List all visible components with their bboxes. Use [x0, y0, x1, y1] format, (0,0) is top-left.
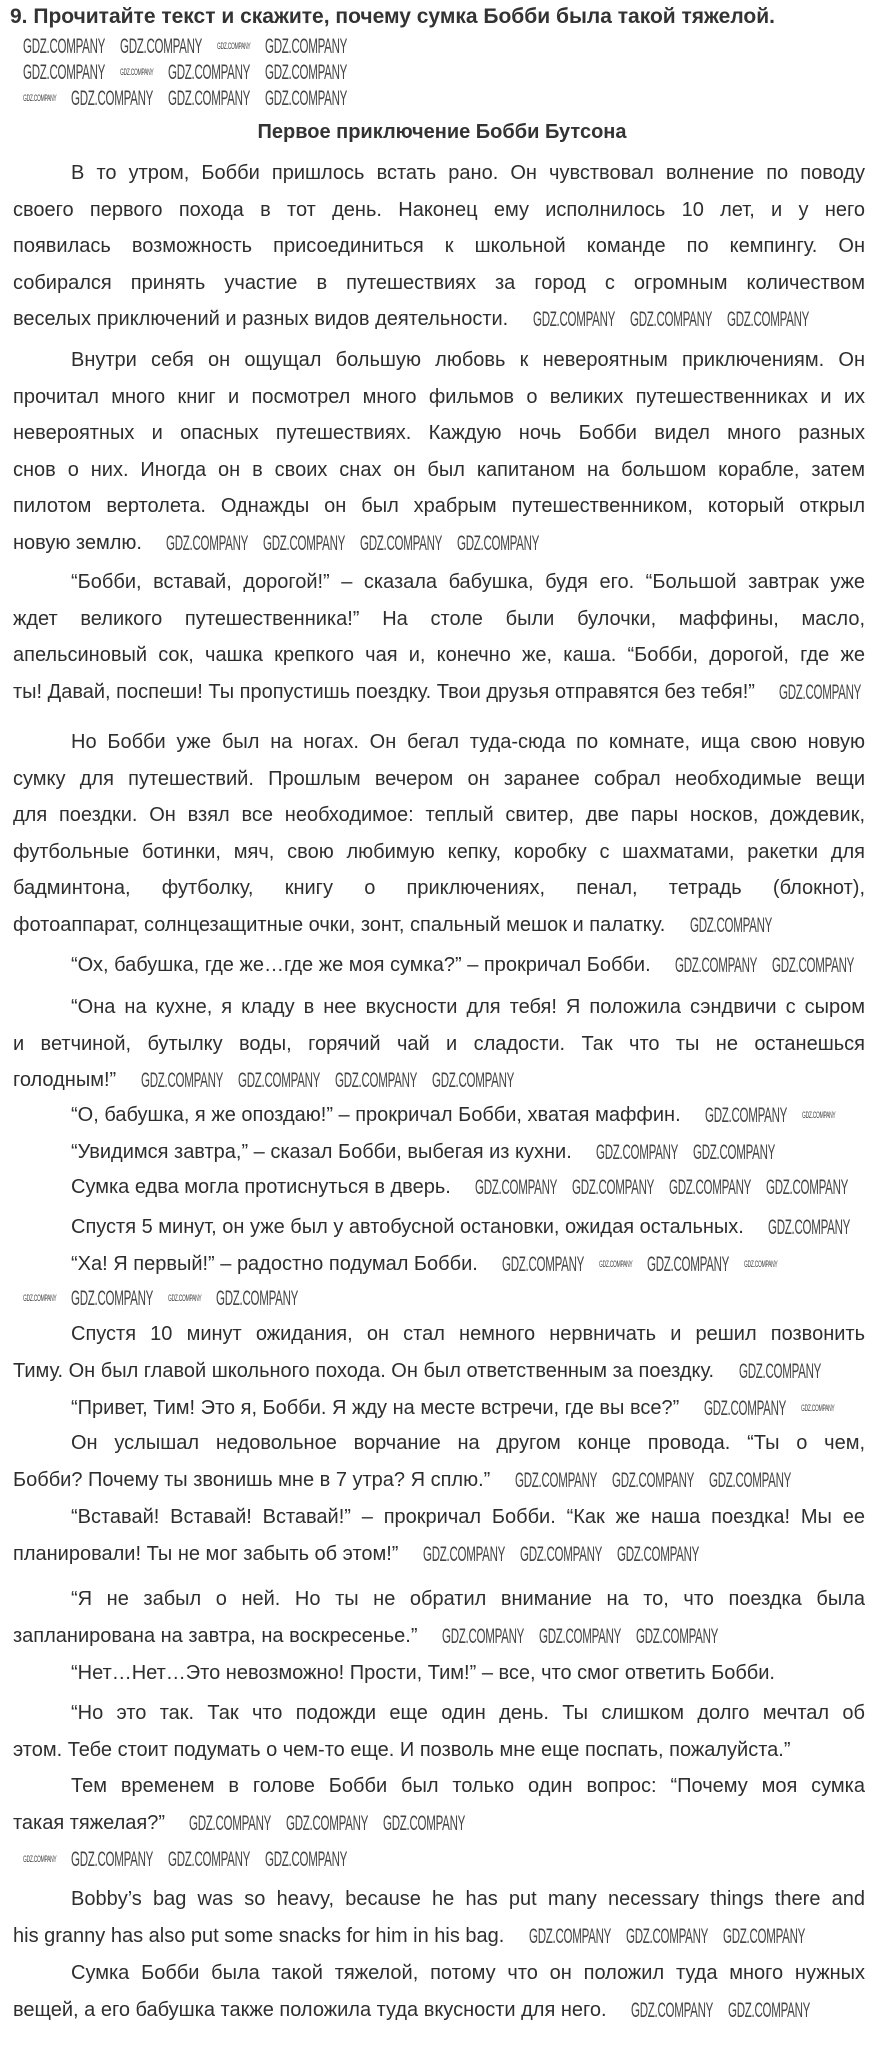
text-line: “Вставай! Вставай! Вставай!” – прокричал Бобби. “Как же наша поездка! Мы ее	[71, 1506, 865, 1528]
watermark: GDZ.COMPANY	[690, 913, 773, 937]
watermark: GDZ.COMPANY	[265, 1848, 348, 1871]
text-line: вещей, а его бабушка также положила туда вкусности для него.	[13, 1998, 607, 2021]
watermark: GDZ.COMPANY	[647, 1253, 730, 1276]
watermark: GDZ.COMPANY	[502, 1253, 585, 1276]
text-line: невероятных и опасных путешествиях. Каждую ночь Бобби видел много разных	[13, 422, 865, 444]
watermark: GDZ.COMPANY	[216, 1287, 299, 1310]
watermark: GDZ.COMPANY	[705, 1104, 788, 1127]
text-line: сумку для путешествий. Прошлым вечером он заранее собрал необходимые вещи	[13, 767, 865, 790]
watermark: GDZ.COMPANY	[631, 1998, 714, 2022]
text-line: Сумка едва могла протиснуться в дверь.	[71, 1176, 451, 1198]
text-line: для поездки. Он взял все необходимое: теплый свитер, две пары носков, дождевик,	[13, 804, 865, 826]
text-line: Бобби? Почему ты звонишь мне в 7 утра? Я сплю.”	[13, 1468, 491, 1491]
watermark: GDZ.COMPANY	[596, 1141, 679, 1164]
task-title: 9. Прочитайте текст и скажите, почему сумка Бобби была такой тяжелой.	[10, 5, 775, 28]
text-line: “Увидимся завтра,” – сказал Бобби, выбегая из кухни.	[71, 1141, 572, 1163]
text-line: Спустя 10 минут ожидания, он стал немного нервничать и решил позвонить	[71, 1323, 865, 1345]
watermark: GDZ.COMPANY	[630, 308, 713, 331]
text-line: пилотом вертолета. Однажды он был храбрым путешественником, который открыл	[13, 495, 865, 517]
watermark: GDZ.COMPANY	[744, 1259, 778, 1269]
watermark: GDZ.COMPANY	[515, 1468, 598, 1492]
text-line: новую землю.	[13, 531, 142, 554]
text-line: “Она на кухне, я кладу в нее вкусности для тебя! Я положила сэндвичи с сыром	[71, 996, 865, 1018]
text-line: “Ха! Я первый!” – радостно подумал Бобби.	[71, 1253, 478, 1275]
text-line: появилась возможность присоединиться к школьной команде по кемпингу. Он	[13, 235, 865, 257]
watermark: GDZ.COMPANY	[779, 680, 862, 704]
watermark: GDZ.COMPANY	[572, 1176, 655, 1199]
watermark: GDZ.COMPANY	[23, 93, 57, 103]
watermark: GDZ.COMPANY	[442, 1624, 525, 1648]
text-line: ждет великого путешественника!” На столе были булочки, маффины, масло,	[13, 607, 865, 630]
text-line: “Но это так. Так что подожди еще один день. Ты слишком долго мечтал об	[71, 1702, 865, 1724]
text-line: снов о них. Иногда он в своих снах он был капитаном на большом корабле, затем	[13, 458, 865, 481]
text-line: Он услышал недовольное ворчание на другом конце провода. “Ты о чем,	[71, 1432, 865, 1454]
text-line: бадминтона, футболку, книгу о приключениях, пенал, тетрадь (блокнот),	[13, 877, 865, 899]
story-title: Первое приключение Бобби Бутсона	[257, 121, 627, 143]
watermark: GDZ.COMPANY	[120, 67, 154, 77]
text-line: “О, бабушка, я же опоздаю!” – прокричал Бобби, хватая маффин.	[71, 1104, 681, 1126]
watermark: GDZ.COMPANY	[599, 1259, 633, 1269]
text-line: голодным!”	[13, 1069, 117, 1091]
text-line: Сумка Бобби была такой тяжелой, потому что он положил туда много нужных	[71, 1962, 865, 1984]
text-line: Внутри себя он ощущал большую любовь к невероятным приключениям. Он	[71, 349, 865, 371]
watermark: GDZ.COMPANY	[675, 954, 758, 977]
watermark: GDZ.COMPANY	[168, 1848, 251, 1871]
text-line: Тем временем в голове Бобби был только один вопрос: “Почему моя сумка	[71, 1775, 865, 1797]
text-line: фотоаппарат, солнцезащитные очки, зонт, спальный мешок и палатку.	[13, 913, 666, 936]
watermark: GDZ.COMPANY	[704, 1397, 787, 1420]
text-line: “Ох, бабушка, где же…где же моя сумка?” – прокричал Бобби.	[71, 954, 651, 976]
watermark: GDZ.COMPANY	[636, 1624, 719, 1648]
watermark: GDZ.COMPANY	[612, 1468, 695, 1492]
watermark: GDZ.COMPANY	[71, 87, 154, 110]
text-line: “Бобби, вставай, дорогой!” – сказала бабушка, будя его. “Большой завтрак уже	[71, 571, 865, 593]
watermark: GDZ.COMPANY	[263, 531, 346, 555]
text-line: “Нет…Нет…Это невозможно! Прости, Тим!” – все, что смог ответить Бобби.	[71, 1662, 775, 1684]
text-line: Bobby’s bag was so heavy, because he has put many necessary things there and	[71, 1888, 865, 1910]
watermark: GDZ.COMPANY	[739, 1359, 822, 1383]
watermark: GDZ.COMPANY	[166, 531, 249, 555]
watermark: GDZ.COMPANY	[772, 954, 855, 977]
watermark: GDZ.COMPANY	[728, 1998, 811, 2022]
story-paragraph	[13, 1316, 865, 1389]
watermark: GDZ.COMPANY	[238, 1069, 321, 1092]
story-paragraph	[13, 342, 865, 561]
watermark: GDZ.COMPANY	[723, 1924, 806, 1948]
text-line: Тиму. Он был главой школьного похода. Он был ответственным за поездку.	[13, 1359, 715, 1382]
story-paragraph	[13, 1581, 865, 1654]
text-line: запланирована на завтра, на воскресенье.”	[13, 1624, 418, 1647]
watermark: GDZ.COMPANY	[802, 1110, 836, 1120]
watermark: GDZ.COMPANY	[801, 1403, 835, 1413]
text-line: Но Бобби уже был на ногах. Он бегал туда-сюда по комнате, ища свою новую	[71, 731, 865, 753]
watermark: GDZ.COMPANY	[529, 1924, 612, 1948]
watermark: GDZ.COMPANY	[168, 61, 251, 84]
text-line: такая тяжелая?”	[13, 1811, 165, 1834]
watermark: GDZ.COMPANY	[432, 1069, 515, 1092]
story-paragraph	[13, 1695, 865, 1768]
text-line: своего первого похода в тот день. Наконец ему исполнилось 10 лет, и у него	[13, 198, 865, 221]
watermark: GDZ.COMPANY	[168, 1293, 202, 1303]
text-line: В то утром, Бобби пришлось встать рано. Он чувствовал волнение по поводу	[71, 162, 865, 184]
watermark: GDZ.COMPANY	[669, 1176, 752, 1199]
watermark: GDZ.COMPANY	[693, 1141, 776, 1164]
watermark: GDZ.COMPANY	[617, 1542, 700, 1566]
watermark: GDZ.COMPANY	[168, 87, 251, 110]
watermark: GDZ.COMPANY	[120, 35, 203, 58]
text-line: прочитал много книг и посмотрел много фильмов о великих путешественниках и их	[13, 385, 865, 408]
story-paragraph	[13, 1209, 865, 1246]
text-line: Спустя 5 минут, он уже был у автобусной остановки, ожидая остальных.	[71, 1216, 744, 1238]
watermark: GDZ.COMPANY	[626, 1924, 709, 1948]
watermark: GDZ.COMPANY	[265, 35, 348, 58]
watermark: GDZ.COMPANY	[709, 1468, 792, 1492]
story-paragraph	[13, 1246, 865, 1283]
watermark: GDZ.COMPANY	[23, 35, 106, 58]
story-paragraph	[13, 564, 865, 710]
watermark: GDZ.COMPANY	[189, 1811, 272, 1835]
story-paragraph	[13, 724, 865, 943]
watermark: GDZ.COMPANY	[265, 61, 348, 84]
text-line: и ветчиной, бутылку воды, горячий чай и сладости. Так что ты не останешься	[13, 1032, 865, 1055]
watermark: GDZ.COMPANY	[217, 41, 251, 51]
watermark: GDZ.COMPANY	[360, 531, 443, 555]
text-line: his granny has also put some snacks for him in his bag.	[13, 1924, 505, 1947]
text-line: “Привет, Тим! Это я, Бобби. Я жду на месте встречи, где вы все?”	[71, 1397, 680, 1419]
text-line: этом. Тебе стоит подумать о чем-то еще. И позволь мне еще поспать, пожалуйста.”	[13, 1738, 791, 1761]
watermark: GDZ.COMPANY	[457, 531, 540, 555]
text-line: планировали! Ты не мог забыть об этом!”	[13, 1542, 399, 1565]
watermark: GDZ.COMPANY	[727, 308, 810, 331]
watermark: GDZ.COMPANY	[475, 1176, 558, 1199]
text-line: апельсиновый сок, чашка крепкого чая и, конечно же, каша. “Бобби, дорогой, где же	[13, 644, 865, 666]
watermark: GDZ.COMPANY	[23, 1854, 57, 1864]
watermark: GDZ.COMPANY	[141, 1069, 224, 1092]
text-line: футбольные ботинки, мяч, свою любимую кепку, коробку с шахматами, ракетки для	[13, 840, 865, 863]
watermark: GDZ.COMPANY	[23, 61, 106, 84]
text-line: ты! Давай, поспеши! Ты пропустишь поездку. Твои друзья отправятся без тебя!”	[13, 680, 755, 703]
watermark: GDZ.COMPANY	[766, 1176, 849, 1199]
watermark: GDZ.COMPANY	[71, 1287, 154, 1310]
watermark: GDZ.COMPANY	[768, 1216, 851, 1239]
watermark: GDZ.COMPANY	[383, 1811, 466, 1835]
watermark: GDZ.COMPANY	[533, 308, 616, 331]
text-line: веселых приключений и разных видов деятельности.	[13, 308, 509, 330]
text-line: “Я не забыл о ней. Но ты не обратил внимание на то, что поездка была	[71, 1588, 865, 1610]
watermark: GDZ.COMPANY	[265, 87, 348, 110]
watermark: GDZ.COMPANY	[286, 1811, 369, 1835]
watermark: GDZ.COMPANY	[23, 1293, 57, 1303]
story-paragraph	[13, 1655, 865, 1692]
watermark: GDZ.COMPANY	[71, 1848, 154, 1871]
watermark: GDZ.COMPANY	[335, 1069, 418, 1092]
watermark: GDZ.COMPANY	[520, 1542, 603, 1566]
text-line: собирался принять участие в путешествиях за город с огромным количеством	[13, 271, 865, 294]
watermark: GDZ.COMPANY	[423, 1542, 506, 1566]
watermark: GDZ.COMPANY	[539, 1624, 622, 1648]
